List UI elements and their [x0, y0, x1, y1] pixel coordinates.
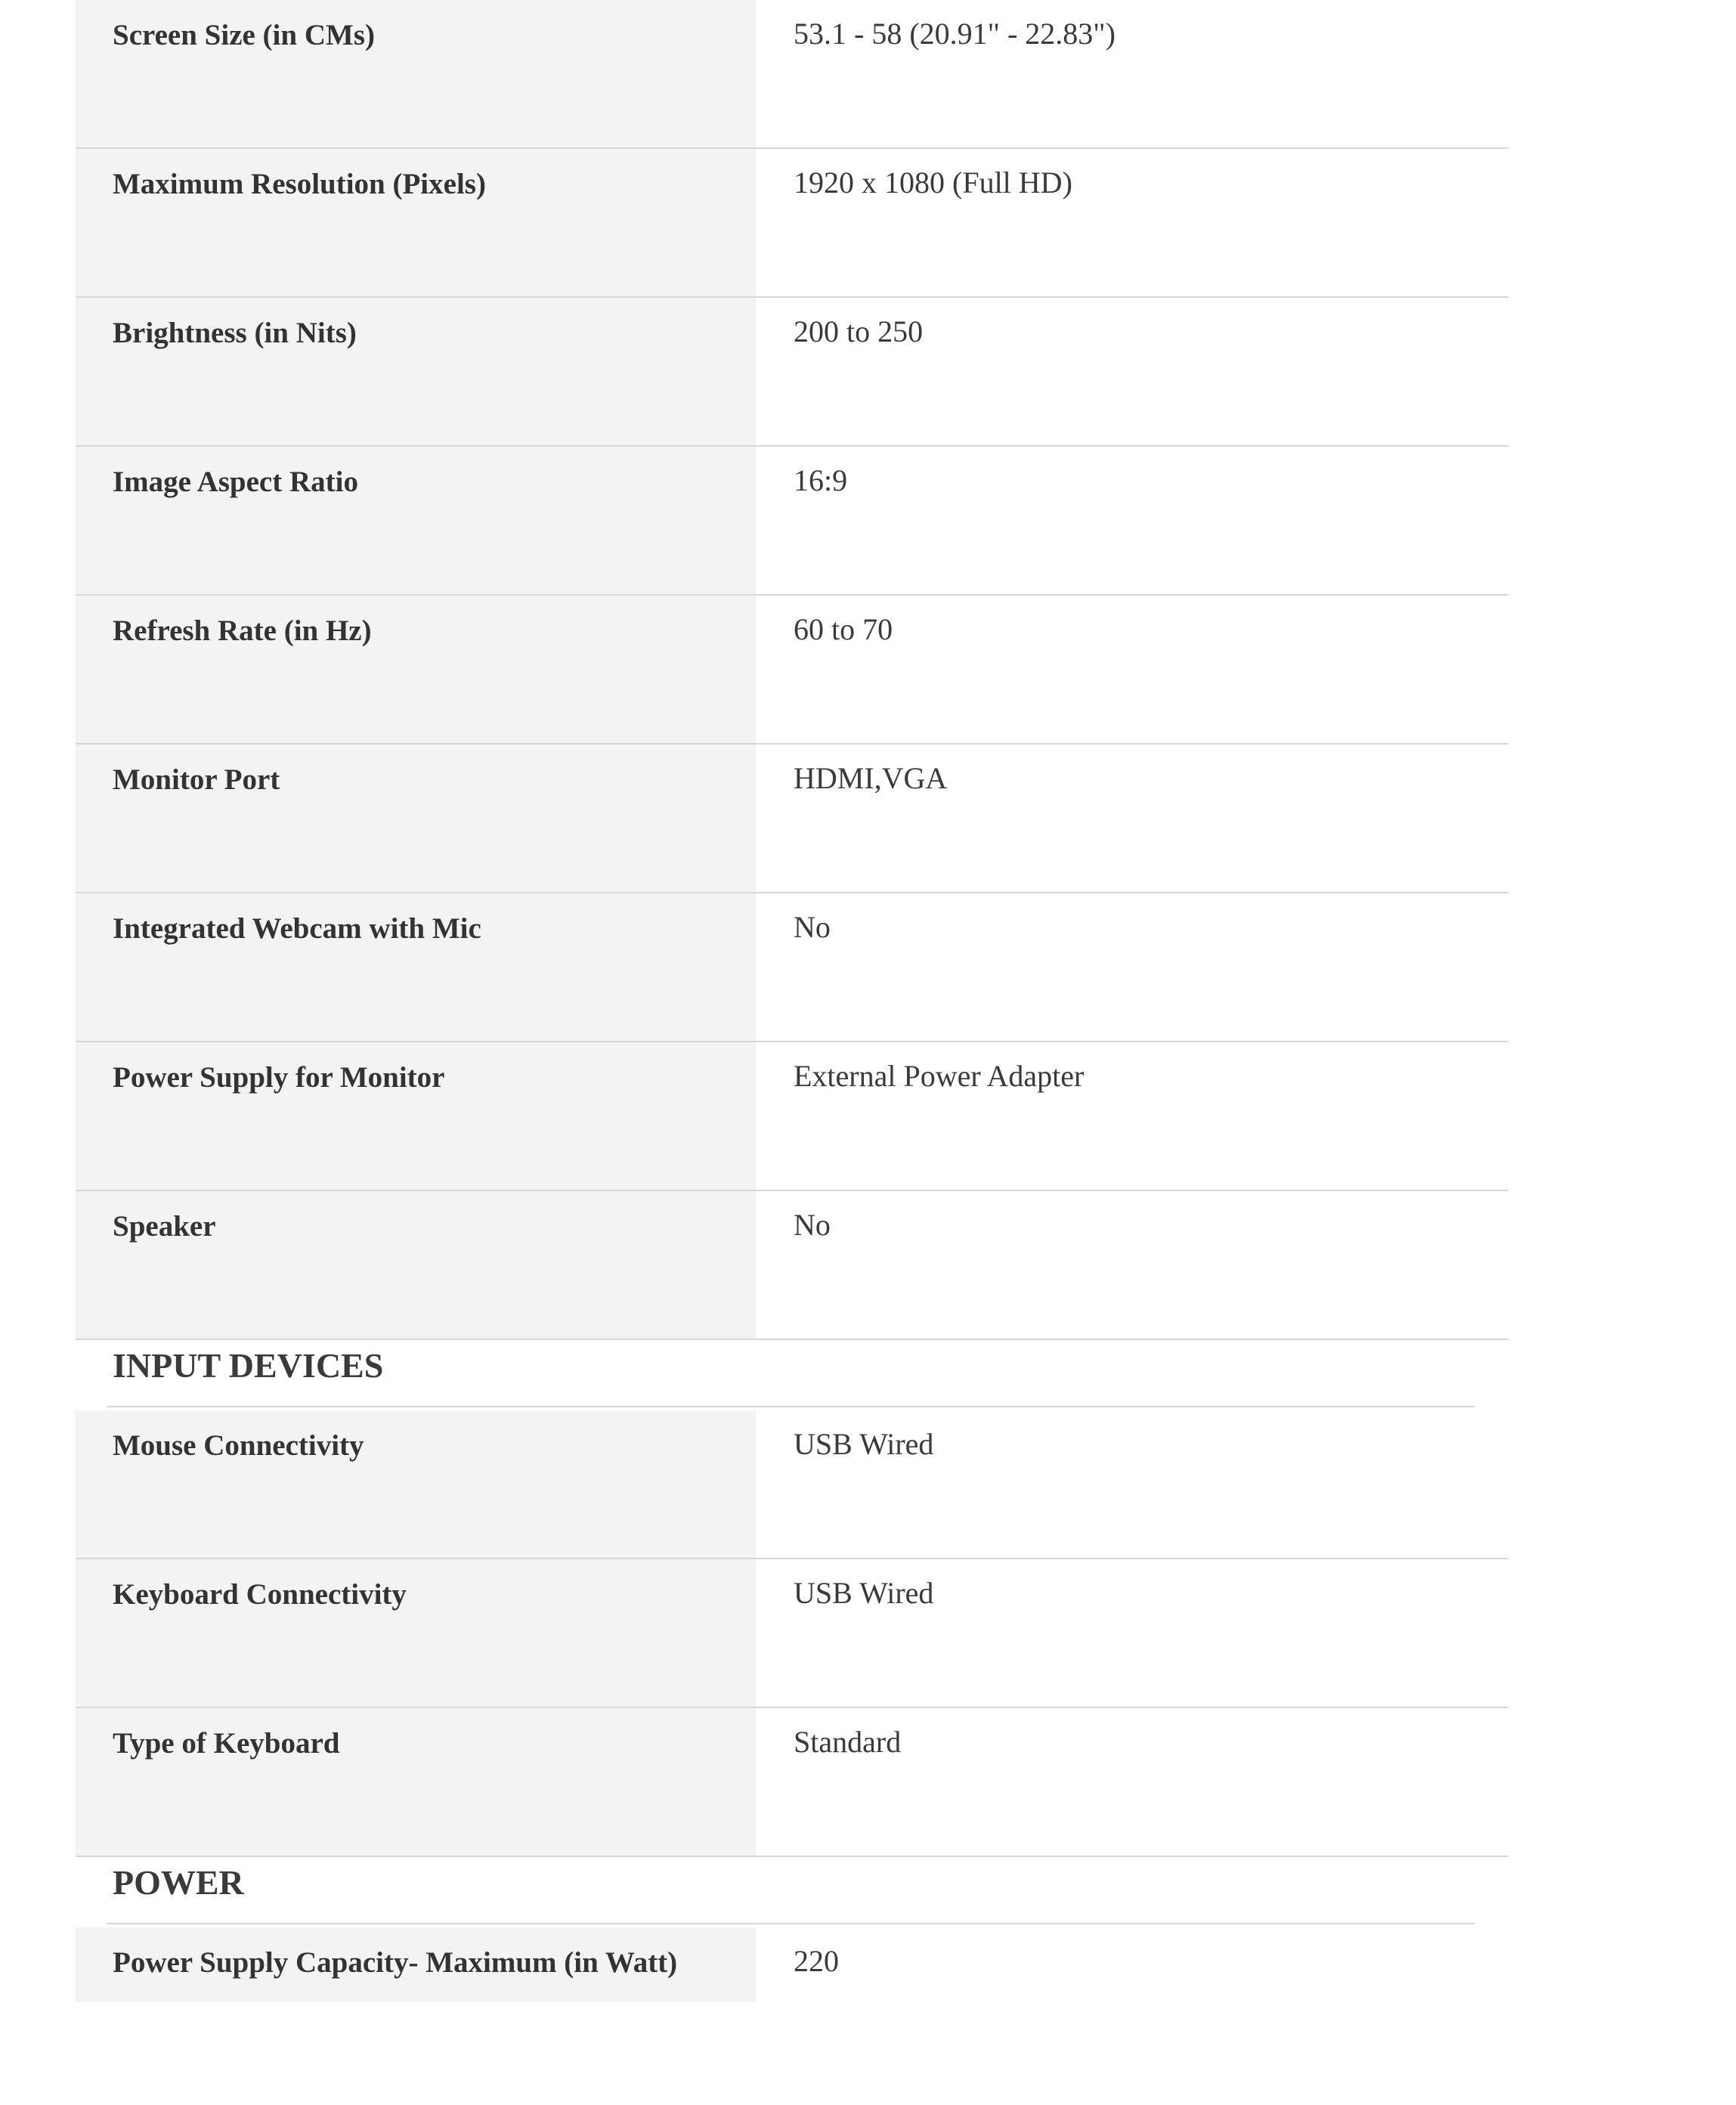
- spec-label: Monitor Port: [76, 744, 756, 892]
- spec-label: Maximum Resolution (Pixels): [76, 149, 756, 296]
- spec-row-power-supply-monitor: [76, 1042, 1509, 1191]
- spec-row-refresh-rate: [76, 596, 1509, 744]
- spec-row-screen-size: [76, 0, 1509, 149]
- spec-value: Standard: [794, 1725, 902, 1759]
- spec-value: 200 to 250: [794, 314, 924, 348]
- spec-label: Screen Size (in CMs): [76, 0, 756, 147]
- spec-label: Power Supply Capacity- Maximum (in Watt): [76, 1927, 756, 2002]
- spec-table: [76, 0, 1509, 2002]
- spec-value: USB Wired: [794, 1576, 934, 1610]
- spec-label: Brightness (in Nits): [76, 298, 756, 445]
- spec-row-monitor-port: [76, 744, 1509, 893]
- spec-row-mouse-connectivity: [76, 1410, 1509, 1559]
- spec-row-aspect-ratio: [76, 447, 1509, 596]
- spec-row-brightness: [76, 298, 1509, 447]
- section-header-power: [76, 1857, 1509, 1927]
- spec-label: Type of Keyboard: [76, 1708, 756, 1856]
- spec-row-keyboard-connectivity: [76, 1559, 1509, 1708]
- spec-label: Integrated Webcam with Mic: [76, 893, 756, 1041]
- spec-label: Speaker: [76, 1191, 756, 1339]
- spec-label: Keyboard Connectivity: [76, 1559, 756, 1707]
- spec-label: Image Aspect Ratio: [76, 447, 756, 594]
- spec-value: USB Wired: [794, 1427, 934, 1461]
- section-divider: [107, 1923, 1475, 1924]
- section-divider: [107, 1406, 1475, 1407]
- spec-value: HDMI,VGA: [794, 761, 948, 795]
- spec-value: No: [794, 910, 831, 944]
- spec-value: 220: [794, 1944, 839, 1978]
- section-title: POWER: [113, 1863, 244, 1902]
- section-title: INPUT DEVICES: [113, 1346, 384, 1385]
- spec-row-speaker: [76, 1191, 1509, 1340]
- spec-label: Refresh Rate (in Hz): [76, 596, 756, 743]
- spec-row-keyboard-type: [76, 1708, 1509, 1857]
- spec-value: 1920 x 1080 (Full HD): [794, 166, 1072, 200]
- spec-label: Mouse Connectivity: [76, 1410, 756, 1558]
- spec-label: Power Supply for Monitor: [76, 1042, 756, 1190]
- spec-value: No: [794, 1208, 831, 1242]
- spec-value: 53.1 - 58 (20.91" - 22.83"): [794, 17, 1116, 51]
- spec-row-power-supply-capacity: [76, 1927, 1509, 2002]
- section-header-input-devices: [76, 1340, 1509, 1410]
- spec-row-max-resolution: [76, 149, 1509, 298]
- spec-value: 16:9: [794, 463, 848, 497]
- spec-value: 60 to 70: [794, 612, 893, 646]
- spec-value: External Power Adapter: [794, 1059, 1085, 1093]
- spec-row-webcam: [76, 893, 1509, 1042]
